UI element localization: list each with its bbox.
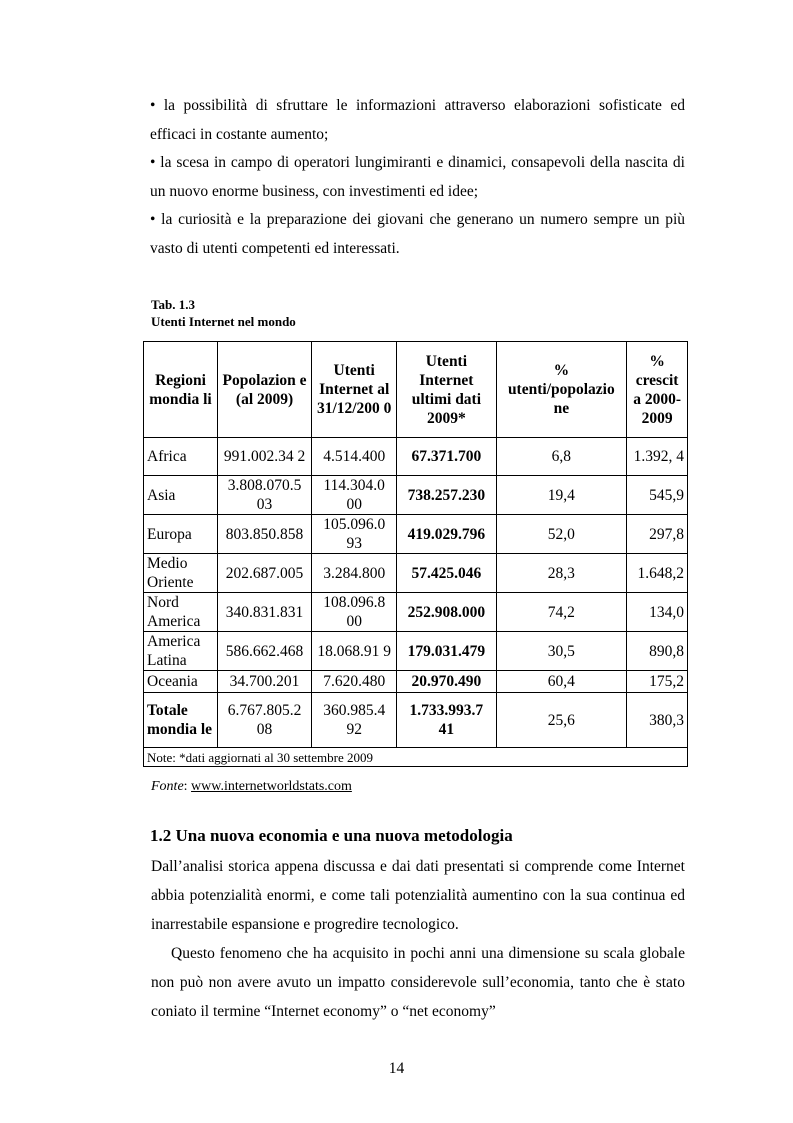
- table-row: [144, 515, 688, 554]
- region-cell: Europa: [144, 515, 218, 554]
- region-cell: Totale mondia le: [144, 693, 218, 748]
- table-row: [144, 632, 688, 671]
- source-separator: :: [183, 779, 192, 794]
- population-cell: 803.850.858: [217, 515, 311, 554]
- body-text: [151, 852, 685, 1026]
- growth-cell: 175,2: [627, 671, 688, 693]
- users-2000-cell: 18.068.91 9: [312, 632, 397, 671]
- users-2000-cell: 360.985.4 92: [312, 693, 397, 748]
- penetration-cell: 6,8: [496, 438, 627, 476]
- bullet-item: • la curiosità e la preparazione dei giovani che generano un numero sempre un più vasto di utenti competenti ed interessati.: [150, 211, 685, 257]
- growth-cell: 890,8: [627, 632, 688, 671]
- region-cell: Medio Oriente: [144, 554, 218, 593]
- table-source: [151, 779, 352, 795]
- paragraph: Questo fenomeno che ha acquisito in pochi anni una dimensione su scala globale non può non avere avuto un impatto considerevole sull’economia, tanto che è stato coniato il termine “Internet economy” o “net economy”: [151, 945, 685, 1020]
- table-note-row: [144, 748, 688, 767]
- growth-cell: 1.648,2: [627, 554, 688, 593]
- table-caption: [151, 296, 296, 330]
- users-2009-cell: 67.371.700: [397, 438, 496, 476]
- bullet-item: • la possibilità di sfruttare le informazioni attraverso elaborazioni sofisticate ed efficaci in costante aumento;: [150, 97, 685, 143]
- header-cell: % utenti/popolazio ne: [496, 342, 627, 438]
- header-cell: Utenti Internet al 31/12/200 0: [312, 342, 397, 438]
- penetration-cell: 30,5: [496, 632, 627, 671]
- penetration-cell: 19,4: [496, 476, 627, 515]
- region-cell: Nord America: [144, 593, 218, 632]
- population-cell: 34.700.201: [217, 671, 311, 693]
- table-row: [144, 593, 688, 632]
- penetration-cell: 74,2: [496, 593, 627, 632]
- growth-cell: 297,8: [627, 515, 688, 554]
- population-cell: 991.002.34 2: [217, 438, 311, 476]
- users-2000-cell: 105.096.0 93: [312, 515, 397, 554]
- region-cell: Asia: [144, 476, 218, 515]
- users-2009-cell: 738.257.230: [397, 476, 496, 515]
- internet-users-table: [143, 341, 688, 767]
- users-2000-cell: 3.284.800: [312, 554, 397, 593]
- table-row: [144, 476, 688, 515]
- section-heading: 1.2 Una nuova economia e una nuova metodologia: [150, 826, 513, 845]
- table-row: [144, 671, 688, 693]
- users-2000-cell: 108.096.8 00: [312, 593, 397, 632]
- paragraph: Dall’analisi storica appena discussa e dai dati presentati si comprende come Internet abbia potenzialità enormi, e come tali potenzialità aumentino con la sua continua ed inarrestabile espansione e progredire tecnologico.: [151, 858, 685, 933]
- header-cell: Regioni mondia li: [144, 342, 218, 438]
- growth-cell: 134,0: [627, 593, 688, 632]
- table-row: [144, 554, 688, 593]
- growth-cell: 545,9: [627, 476, 688, 515]
- page-number: 14: [388, 1060, 405, 1077]
- table-label: Tab. 1.3: [151, 297, 195, 312]
- table-title: Utenti Internet nel mondo: [151, 314, 296, 329]
- users-2000-cell: 114.304.0 00: [312, 476, 397, 515]
- header-cell: Utenti Internet ultimi dati 2009*: [397, 342, 496, 438]
- source-link[interactable]: www.internetworldstats.com: [191, 779, 352, 794]
- penetration-cell: 52,0: [496, 515, 627, 554]
- region-cell: America Latina: [144, 632, 218, 671]
- users-2009-cell: 179.031.479: [397, 632, 496, 671]
- bullet-item: • la scesa in campo di operatori lungimiranti e dinamici, consapevoli della nascita di un nuovo enorme business, con investimenti ed idee;: [150, 154, 685, 200]
- users-2009-cell: 57.425.046: [397, 554, 496, 593]
- users-2000-cell: 4.514.400: [312, 438, 397, 476]
- penetration-cell: 60,4: [496, 671, 627, 693]
- table-header-row: [144, 342, 688, 438]
- table-total-row: [144, 693, 688, 748]
- table-row: [144, 438, 688, 476]
- header-cell: % crescit a 2000- 2009: [627, 342, 688, 438]
- users-2009-cell: 419.029.796: [397, 515, 496, 554]
- users-2009-cell: 252.908.000: [397, 593, 496, 632]
- users-2000-cell: 7.620.480: [312, 671, 397, 693]
- source-label: Fonte: [151, 779, 184, 794]
- bullet-list: [150, 92, 685, 263]
- population-cell: 3.808.070.5 03: [217, 476, 311, 515]
- table-note: Note: *dati aggiornati al 30 settembre 2009: [144, 748, 688, 767]
- users-2009-cell: 1.733.993.7 41: [397, 693, 496, 748]
- region-cell: Africa: [144, 438, 218, 476]
- population-cell: 202.687.005: [217, 554, 311, 593]
- region-cell: Oceania: [144, 671, 218, 693]
- penetration-cell: 25,6: [496, 693, 627, 748]
- growth-cell: 380,3: [627, 693, 688, 748]
- penetration-cell: 28,3: [496, 554, 627, 593]
- users-2009-cell: 20.970.490: [397, 671, 496, 693]
- header-cell: Popolazion e (al 2009): [217, 342, 311, 438]
- growth-cell: 1.392, 4: [627, 438, 688, 476]
- population-cell: 340.831.831: [217, 593, 311, 632]
- population-cell: 586.662.468: [217, 632, 311, 671]
- population-cell: 6.767.805.2 08: [217, 693, 311, 748]
